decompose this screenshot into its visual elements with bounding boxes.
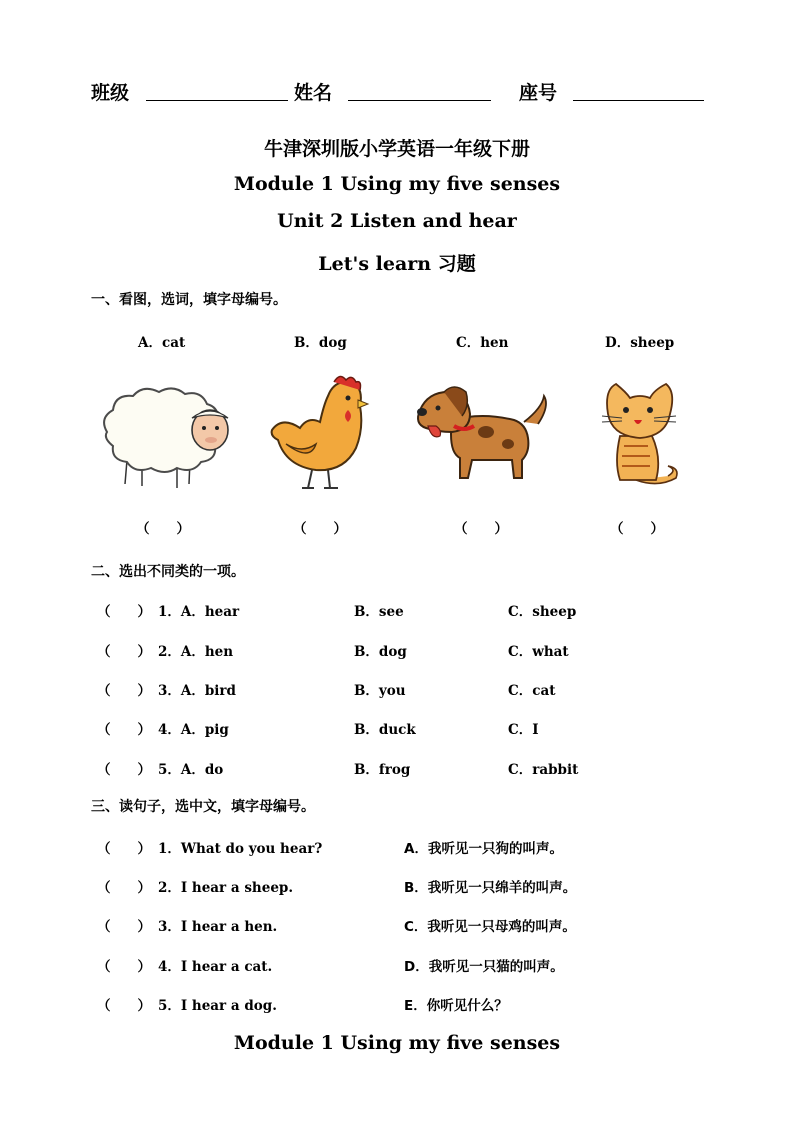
option-b: B．dog (354, 644, 407, 660)
answer-blank[interactable]: （ ） (97, 644, 151, 660)
blank-4[interactable]: （ ） (610, 521, 664, 537)
blank-2[interactable]: （ ） (293, 521, 347, 537)
section3-heading: 三、读句子，选中文，填字母编号。 (91, 799, 315, 815)
answer-blank[interactable]: （ ） (97, 998, 151, 1014)
option-a: 3．A．bird (158, 683, 236, 699)
option-a: 1．A．hear (158, 604, 240, 620)
cat-picture (596, 380, 682, 492)
option-b: B．frog (354, 762, 411, 778)
option-c: C．sheep (508, 604, 577, 620)
unit-title: Unit 2 Listen and hear (277, 210, 517, 232)
chinese-option: B．我听见一只绵羊的叫声。 (404, 880, 577, 896)
footer-module-title: Module 1 Using my five senses (233, 1032, 561, 1054)
chinese-option: E．你听见什么？ (404, 998, 508, 1014)
option-b: B．duck (354, 722, 416, 738)
option-a: 4．A．pig (158, 722, 229, 738)
book-title: 牛津深圳版小学英语一年级下册 (263, 138, 530, 160)
option-c: C．cat (508, 683, 556, 699)
english-sentence: 3．I hear a hen. (158, 919, 278, 935)
lesson-title: Let's learn 习题 (318, 253, 476, 275)
section1-heading: 一、看图，选词，填字母编号。 (91, 292, 287, 308)
option-c: C．hen (456, 335, 509, 351)
answer-blank[interactable]: （ ） (97, 841, 151, 857)
answer-blank[interactable]: （ ） (97, 880, 151, 896)
option-a: 5．A．do (158, 762, 224, 778)
answer-blank[interactable]: （ ） (97, 919, 151, 935)
option-b: B．dog (294, 335, 347, 351)
option-b: B．you (354, 683, 406, 699)
name-blank[interactable] (348, 100, 491, 101)
option-b: B．see (354, 604, 404, 620)
answer-blank[interactable]: （ ） (97, 683, 151, 699)
answer-blank[interactable]: （ ） (97, 959, 151, 975)
option-c: C．I (508, 722, 539, 738)
blank-3[interactable]: （ ） (454, 521, 508, 537)
chinese-option: D．我听见一只猫的叫声。 (404, 959, 564, 975)
answer-blank[interactable]: （ ） (97, 762, 151, 778)
seat-label: 座号 (519, 82, 558, 104)
seat-blank[interactable] (573, 100, 704, 101)
english-sentence: 4．I hear a cat. (158, 959, 273, 975)
hen-picture (262, 372, 370, 494)
answer-blank[interactable]: （ ） (97, 604, 151, 620)
section2-heading: 二、选出不同类的一项。 (91, 564, 245, 580)
sheep-picture (92, 382, 242, 494)
chinese-option: A．我听见一只狗的叫声。 (404, 841, 563, 857)
english-sentence: 1．What do you hear? (158, 841, 323, 857)
dog-picture (414, 382, 550, 480)
option-a: 2．A．hen (158, 644, 234, 660)
option-c: C．what (508, 644, 569, 660)
class-label: 班级 (91, 82, 130, 104)
name-label: 姓名 (294, 82, 333, 104)
answer-blank[interactable]: （ ） (97, 722, 151, 738)
class-blank[interactable] (146, 100, 288, 101)
english-sentence: 5．I hear a dog. (158, 998, 277, 1014)
option-d: D．sheep (605, 335, 675, 351)
option-a: A．cat (138, 335, 186, 351)
module-title: Module 1 Using my five senses (233, 173, 561, 195)
english-sentence: 2．I hear a sheep. (158, 880, 294, 896)
blank-1[interactable]: （ ） (136, 521, 190, 537)
chinese-option: C．我听见一只母鸡的叫声。 (404, 919, 576, 935)
option-c: C．rabbit (508, 762, 579, 778)
